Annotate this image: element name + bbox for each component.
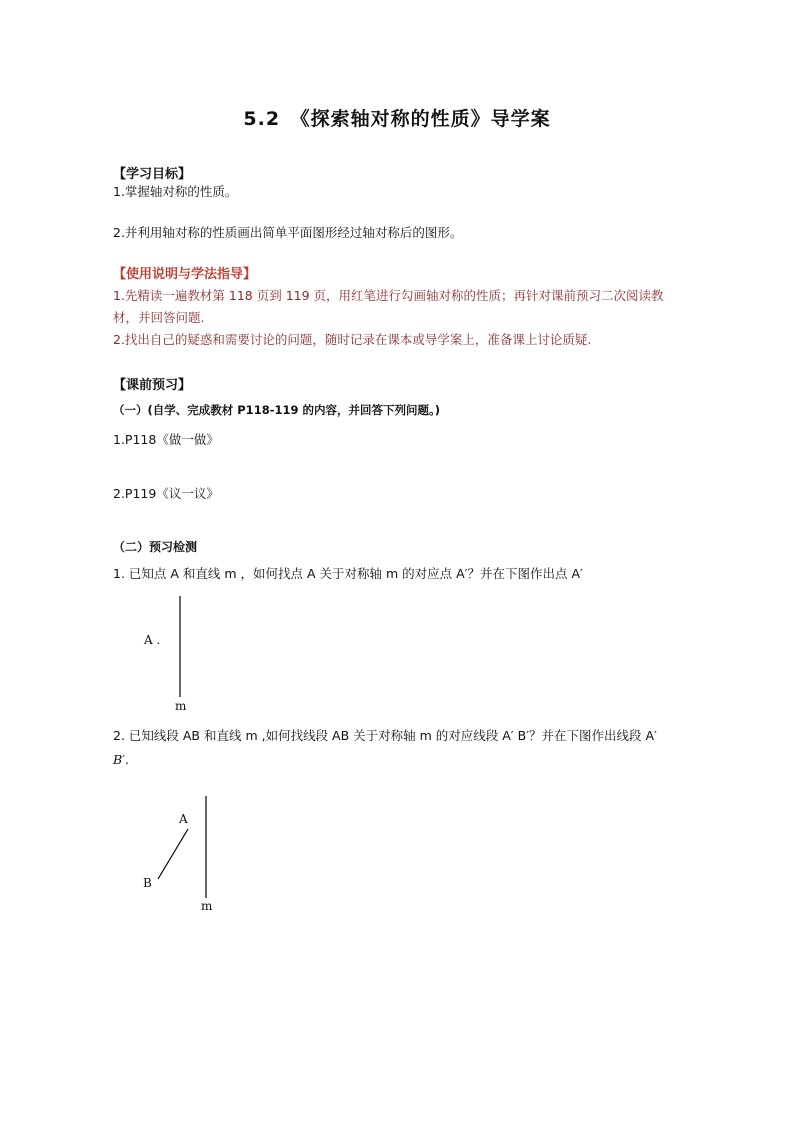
preview-item-1: 1.P118《做一做》 — [113, 432, 219, 447]
page-title: 5.2 《探索轴对称的性质》导学案 — [243, 108, 551, 130]
segment-ab — [158, 829, 188, 879]
instructions-line-3: 2.找出自己的疑惑和需要讨论的问题，随时记录在课本或导学案上，准备课上讨论质疑. — [113, 332, 592, 347]
figure-1-axis-label: m — [175, 699, 187, 713]
question-1: 1. 已知点 A 和直线 m ，如何找点 A 关于对称轴 m 的对应点 A′？并在下图作出点 A′ — [113, 566, 583, 581]
question-2-line-2: B′. — [113, 752, 129, 767]
preview-part1-heading: （一）(自学、完成教材 P118-119 的内容，并回答下列问题。) — [113, 403, 440, 417]
goal-item-2: 2.并利用轴对称的性质画出简单平面图形经过轴对称后的图形。 — [113, 225, 463, 240]
figure-2-point-a-label: A — [179, 812, 188, 826]
figure-2-point-b-label: B — [143, 876, 152, 890]
goal-item-1: 1.掌握轴对称的性质。 — [113, 184, 238, 199]
preview-heading: 【课前预习】 — [113, 378, 192, 393]
preview-item-2: 2.P119《议一议》 — [113, 486, 219, 501]
instructions-heading: 【使用说明与学法指导】 — [113, 267, 257, 282]
figure-1-point-label: A . — [144, 633, 161, 647]
goals-heading: 【学习目标】 — [113, 167, 192, 182]
question-2-line-1: 2. 已知线段 AB 和直线 m ,如何找线段 AB 关于对称轴 m 的对应线段 A′ B′？并在下图作出线段 A′ — [113, 728, 657, 743]
figure-2-axis-label: m — [201, 899, 213, 913]
instructions-line-1: 1.先精读一遍教材第 118 页到 119 页，用红笔进行勾画轴对称的性质；再针对课前预习二次阅读教 — [113, 288, 664, 303]
preview-part2-heading: （二）预习检测 — [113, 540, 198, 554]
instructions-line-2: 材，并回答问题. — [113, 310, 205, 325]
